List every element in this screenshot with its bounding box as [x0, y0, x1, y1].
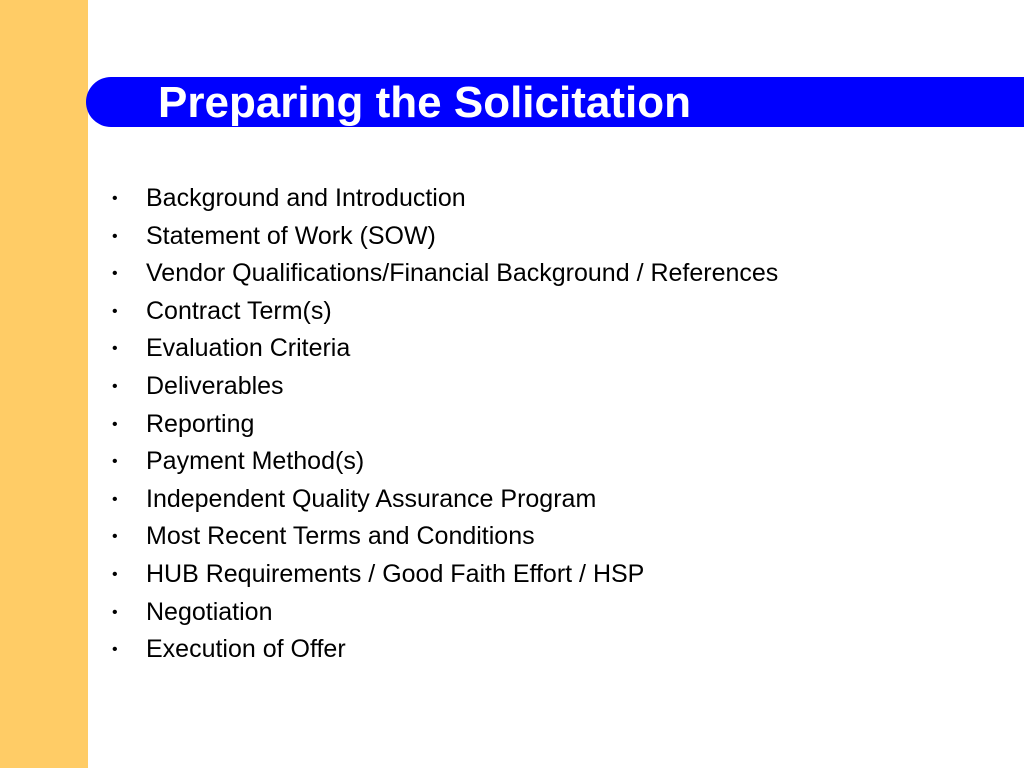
bullet-icon: •	[112, 227, 118, 245]
bullet-text: Evaluation Criteria	[146, 334, 351, 363]
bullet-text: Independent Quality Assurance Program	[146, 484, 597, 513]
bullet-text: Contract Term(s)	[146, 296, 332, 325]
bullet-icon: •	[112, 415, 118, 433]
bullet-text: Negotiation	[146, 597, 273, 626]
bullet-text: Statement of Work (SOW)	[146, 221, 436, 250]
bullet-text: Reporting	[146, 409, 255, 438]
bullet-icon: •	[112, 190, 118, 207]
bullet-icon: •	[112, 340, 118, 358]
bullet-text: Payment Method(s)	[146, 447, 365, 476]
bullet-icon: •	[112, 641, 118, 659]
bullet-icon: •	[112, 377, 118, 395]
bullet-text: Execution of Offer	[146, 635, 346, 664]
bullet-text: Background and Introduction	[146, 184, 466, 212]
bullet-icon: •	[112, 453, 118, 471]
bullet-text: Vendor Qualifications/Financial Background / References	[146, 259, 779, 288]
bullet-icon: •	[112, 603, 118, 621]
bullet-icon: •	[112, 528, 118, 546]
bullet-text: Most Recent Terms and Conditions	[146, 522, 535, 551]
bullet-icon: •	[112, 302, 118, 320]
bullet-icon: •	[112, 565, 118, 583]
bullet-icon: •	[112, 490, 118, 508]
slide-title: Preparing the Solicitation	[158, 78, 691, 126]
bullet-icon: •	[112, 265, 118, 283]
bullet-text: HUB Requirements / Good Faith Effort / HSP	[146, 559, 645, 588]
bullet-text: Deliverables	[146, 371, 284, 400]
